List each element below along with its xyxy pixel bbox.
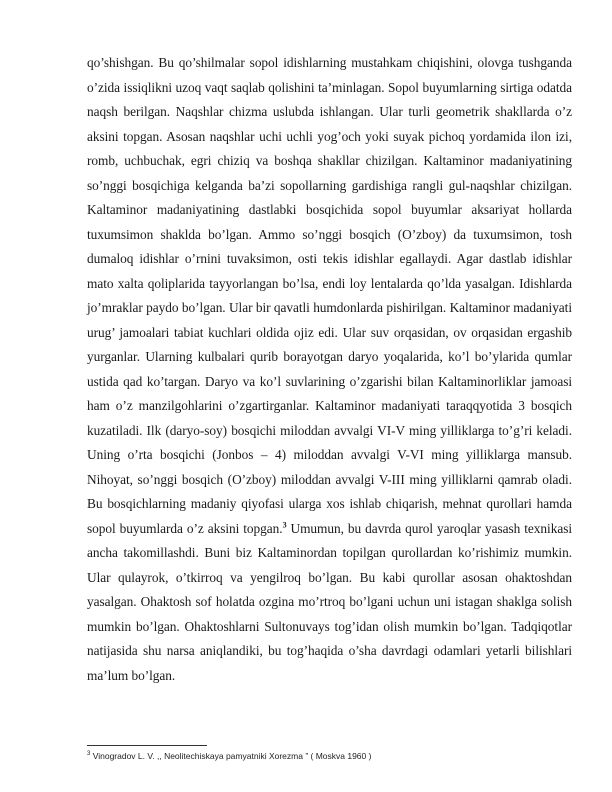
footnote-text: Vinogradov L. V. ,, Neolitechiskaya pamyatniki Xorezma ” ( Moskva 1960 ) — [90, 751, 372, 761]
paragraph-text-part-1: qo’shishgan. Bu qo’shilmalar sopol idishlarning mustahkam chiqishini, olovga tushganda o’zida issiqlikni uzoq vaqt saqlab qolishini ta’minlagan. Sopol buyumlarning sirtiga odatda naqsh berilgan. Naqshlar chizma uslubda ishlangan. Ular turli geometrik shakllarda o’z aksini topgan. Asosan naqshlar uchi uchli yog’och yoki suyak pichoq yordamida ilon izi, romb, uchbuchak, egri chiziq va boshqa shakllar chizilgan. Kaltaminor madaniyatining so’nggi bosqichiga kelganda ba’zi sopollarning gardishiga rangli gul-naqshlar chizilgan. Kaltaminor madaniyatining dastlabki bosqichida sopol buyumlar aksariyat hollarda tuxumsimon shaklda bo’lgan. Ammo so’nggi bosqich (O’zboy) da tuxumsimon, tosh dumaloq idishlar o’rnini tuvaksimon, osti tekis idishlar egallaydi. Agar dastlab idishlar mato xalta qoliplarida tayyorlangan bo’lsa, endi loy lentalarda qo’lda yasalgan. Idishlarda jo’mraklar paydo bo’lgan. Ular bir qavatli humdonlarda pishirilgan. Kaltaminor madaniyati urug’ jamoalari tabiat kuchlari oldida ojiz edi. Ular suv orqasidan, ov orqasidan ergashib yurganlar. Ularning kulbalari qurib borayotgan daryo yoqalarida, ko’l bo’ylarida qumlar ustida qad ko’targan. Daryo va ko’l suvlarining o’zgarishi bilan Kaltaminorliklar jamoasi ham o’z manzilgohlarini o’zgartirganlar. Kaltaminor madaniyati taraqqyotida 3 bosqich kuzatiladi. Ilk (daryo-soy) bosqichi miloddan avvalgi VI-V ming yilliklarga to’g’ri keladi. Uning o’rta bosqichi (Jonbos – 4) miloddan avvalgi V-VI ming yilliklarga mansub. Nihoyat, so’nggi bosqich (O’zboy) miloddan avvalgi V-III ming yilliklarni qamrab oladi. Bu bosqichlarning madaniy qiyofasi ularga xos ishlab chiqarish, mehnat qurollari hamda sopol buyumlarda o’z aksini topgan. — [87, 55, 572, 536]
paragraph-text-part-2: Umumun, bu davrda qurol yaroqlar yasash texnikasi ancha takomillashdi. Buni biz Kaltaminordan topilgan qurollardan ko’rishimiz mumkin. Ular qulayrok, o’tkirroq va yengilroq bo’lgan. Bu kabi qurollar asosan ohaktoshdan yasalgan. Ohaktosh sof holatda ozgina mo’rtroq bo’lgani uchun uni istagan shaklga solish mumkin bo’lgan. Ohaktoshlarni Sultonuvays tog’idan olish mumkin bo’lgan. Tadqiqotlar natijasida shu narsa aniqlandiki, bu tog’haqida o’sha davrdagi odamlari yetarli bilishlari ma’lum bo’lgan. — [87, 520, 572, 683]
footnote — [87, 751, 572, 762]
footnote-divider — [87, 745, 207, 746]
footnote-number: 3 — [87, 751, 91, 758]
body-paragraph — [87, 51, 572, 688]
footnote-reference: 3 — [282, 520, 287, 530]
